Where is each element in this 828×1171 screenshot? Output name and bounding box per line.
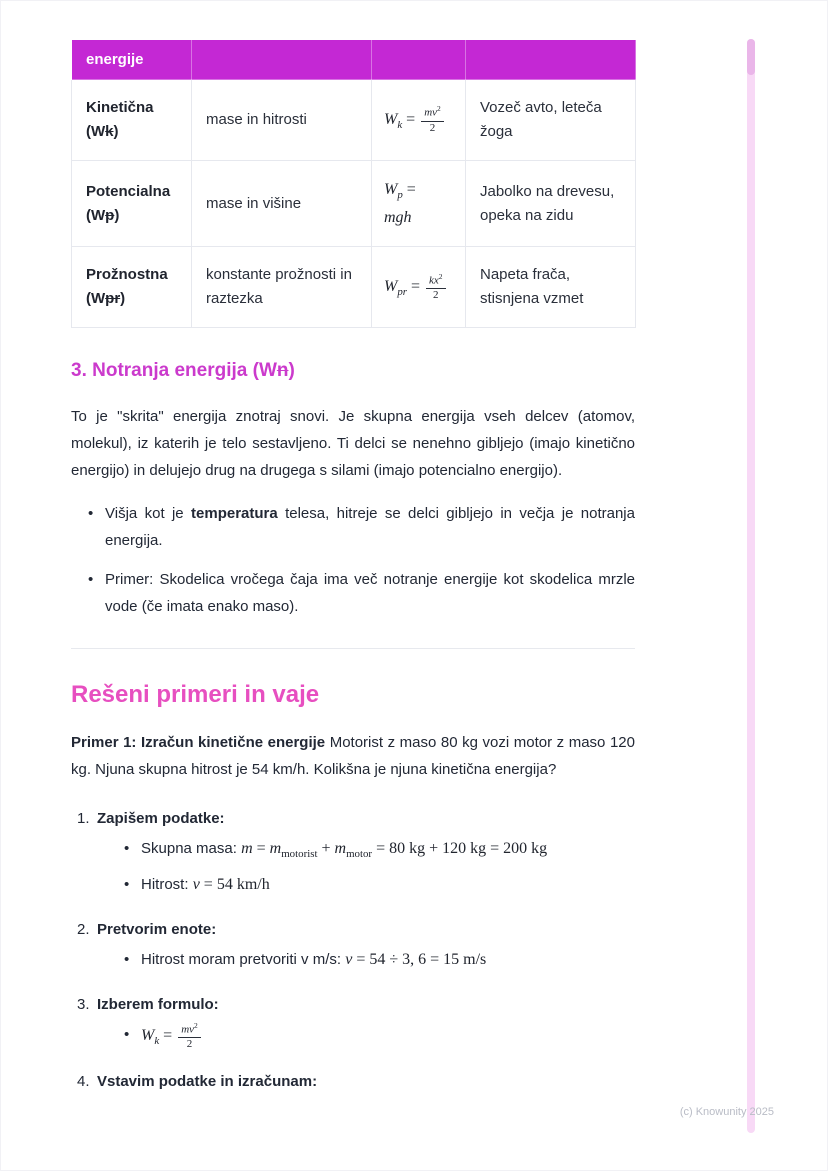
step-3-heading	[71, 991, 635, 1018]
energy-types-table	[71, 39, 636, 328]
item-label: Skupna masa:	[141, 840, 242, 858]
symbol-pre: (W	[86, 290, 106, 308]
math-subscript: p	[397, 189, 403, 202]
page-content	[71, 39, 635, 1111]
math-var: W	[384, 181, 398, 198]
cell-depends-on	[192, 80, 372, 161]
energy-symbol	[86, 204, 177, 228]
cell-depends-on	[192, 247, 372, 328]
energy-name: Kinetična	[86, 99, 154, 116]
copyright-footer: (c) Knowunity 2025	[679, 1106, 774, 1118]
symbol-post: )	[120, 290, 126, 308]
math-operator: =	[252, 840, 270, 858]
energy-symbol	[86, 120, 177, 144]
math-var: W	[384, 277, 398, 295]
list-item-pretvorba	[141, 946, 635, 975]
step-3	[71, 991, 635, 1052]
math-operator: =	[159, 1026, 177, 1044]
math-var: v	[192, 875, 200, 893]
symbol-pre: (W	[86, 206, 106, 224]
math-var: mv	[424, 107, 438, 120]
list-item-temperatura	[105, 500, 635, 554]
math-var: v	[345, 950, 353, 968]
cell-energy-name	[72, 80, 192, 161]
step-number: 4.	[77, 1072, 90, 1090]
cell-formula	[372, 80, 466, 161]
step-number: 3.	[77, 995, 90, 1013]
math-numbers: = 54 km/h	[199, 875, 270, 893]
step-label: Pretvorim enote:	[97, 920, 217, 938]
fraction	[178, 1021, 201, 1052]
conversion-equation	[345, 951, 486, 968]
section-paragraph: To je "skrita" energija znotraj snovi. Je skupna energija vseh delcev (atomov, molekul), iz katerih je telo sestavljeno. Ti delci se nenehno gibljejo (imajo kinetično energijo) in delujejo drug na drugega s silami (imajo potencialno energijo).	[71, 407, 635, 479]
symbol-subscript-struck: pr	[105, 290, 121, 308]
heading-subscript-struck: n	[276, 360, 289, 382]
cell-examples	[466, 80, 636, 161]
fraction-numerator	[178, 1021, 201, 1038]
symbol-subscript-struck: k	[105, 123, 114, 140]
speed-equation	[193, 876, 270, 893]
fraction-denominator: 2	[433, 289, 439, 301]
table-header-row	[72, 40, 636, 80]
item-label: Hitrost:	[141, 875, 193, 893]
math-subscript: motorist	[281, 848, 318, 861]
formula-line-2: mgh	[384, 208, 412, 226]
math-var: mv	[181, 1023, 195, 1036]
step-4-heading	[71, 1068, 635, 1095]
examples-text: Napeta frača, stisnjena vzmet	[480, 266, 584, 308]
step-label: Zapišem podatke:	[97, 810, 225, 828]
heading-text: 3. Notranja energija (W	[71, 360, 277, 382]
table-header-cell-empty	[372, 40, 466, 80]
energy-name: Potencialna	[86, 182, 171, 200]
bullet-text: Primer: Skodelica vročega čaja ima več notranje energije kot skodelica mrzle vode (če imata enako maso).	[105, 570, 635, 615]
step-1-items	[71, 835, 635, 900]
list-item-formula	[141, 1021, 635, 1052]
cell-examples	[466, 161, 636, 247]
section-heading-notranja-energija	[71, 358, 635, 385]
step-2-items	[71, 946, 635, 975]
fraction-numerator	[426, 272, 446, 289]
table-header-cell-empty	[192, 40, 372, 80]
example-text: Motorist z maso 80 kg vozi motor z maso 120 kg. Njuna skupna hitrost je 54 km/h. Kolikšna je njuna kinetična energija?	[71, 734, 635, 779]
cell-energy-name	[72, 161, 192, 247]
math-subscript: motor	[346, 848, 373, 861]
step-1	[71, 805, 635, 900]
math-var: kx	[429, 274, 439, 287]
item-label: Hitrost moram pretvoriti v m/s:	[141, 950, 346, 968]
fraction-denominator: 2	[186, 1037, 193, 1050]
energy-symbol	[86, 287, 177, 311]
math-var: m	[269, 840, 282, 858]
step-3-items	[71, 1021, 635, 1052]
scrollbar-thumb[interactable]	[747, 39, 755, 75]
step-2	[71, 916, 635, 975]
bullet-text: telesa, hitreje se delci gibljejo in večja je notranja energija.	[105, 504, 635, 549]
mass-equation	[241, 840, 548, 861]
examples-text: Jabolko na drevesu, opeka na zidu	[480, 182, 615, 224]
math-subscript: pr	[397, 286, 407, 299]
formula-line-1	[384, 177, 453, 205]
math-operator: =	[407, 277, 425, 295]
example-intro-paragraph	[71, 729, 635, 783]
depends-text: mase in višine	[206, 194, 302, 212]
math-superscript: 2	[438, 271, 443, 281]
fraction-numerator	[421, 104, 444, 121]
depends-text: mase in hitrosti	[206, 111, 307, 128]
math-operator: +	[317, 840, 335, 858]
math-var: m	[241, 840, 253, 858]
depends-text: konstante prožnosti in raztezka	[206, 266, 352, 308]
math-operator: =	[402, 181, 416, 198]
symbol-post: )	[113, 123, 119, 140]
cell-formula	[372, 247, 466, 328]
step-number: 1.	[77, 810, 90, 828]
cell-examples	[466, 247, 636, 328]
math-numbers: = 80 kg + 120 kg = 200 kg	[372, 840, 548, 858]
example-title: Primer 1: Izračun kinetične energije	[71, 734, 326, 752]
step-label: Izberem formulo:	[97, 995, 219, 1013]
math-numbers: = 54 ÷ 3, 6 = 15 m/s	[352, 950, 487, 968]
cell-depends-on	[192, 161, 372, 247]
math-var: m	[334, 840, 347, 858]
elastic-energy-formula	[384, 271, 446, 301]
math-subscript: k	[397, 118, 403, 131]
step-number: 2.	[77, 920, 90, 938]
step-1-heading	[71, 805, 635, 832]
step-2-heading	[71, 916, 635, 943]
math-var: W	[141, 1026, 155, 1044]
potential-energy-formula	[384, 177, 453, 230]
table-header-label: energije	[86, 51, 144, 68]
table-row-potencialna	[72, 161, 636, 247]
symbol-pre: (W	[86, 123, 106, 140]
table-row-kineticna	[72, 80, 636, 161]
cell-formula	[372, 161, 466, 247]
kinetic-energy-formula	[384, 104, 444, 134]
solution-steps	[71, 805, 635, 1095]
fraction	[426, 272, 446, 303]
section-heading-reseni-primeri: Rešeni primeri in vaje	[71, 680, 320, 708]
examples-text: Vozeč avto, leteča žoga	[480, 99, 602, 140]
bullet-text: Višja kot je	[105, 504, 192, 522]
table-header-cell-energije	[72, 40, 192, 80]
kinetic-energy-formula	[141, 1020, 201, 1050]
symbol-subscript-struck: p	[105, 206, 115, 224]
bullet-list	[71, 500, 635, 620]
energy-name: Prožnostna	[86, 266, 168, 284]
symbol-post: )	[114, 206, 120, 224]
math-superscript: 2	[194, 1020, 198, 1030]
heading-text: )	[288, 360, 295, 382]
math-operator: =	[402, 110, 420, 128]
step-4	[71, 1068, 635, 1095]
list-item-hitrost	[141, 871, 635, 900]
scrollbar-track[interactable]	[747, 39, 755, 1133]
list-item-skupna-masa	[141, 835, 635, 865]
cell-energy-name	[72, 247, 192, 328]
fraction	[421, 104, 444, 135]
bullet-bold-text: temperatura	[191, 504, 278, 522]
fraction-denominator: 2	[429, 121, 436, 134]
math-var: W	[384, 110, 398, 128]
section-divider	[71, 648, 635, 649]
math-superscript: 2	[437, 104, 441, 114]
step-label: Vstavim podatke in izračunam:	[97, 1072, 318, 1090]
table-row-proznostna	[72, 247, 636, 328]
list-item-primer	[105, 566, 635, 620]
table-header-cell-empty	[466, 40, 636, 80]
math-subscript: k	[154, 1034, 160, 1047]
